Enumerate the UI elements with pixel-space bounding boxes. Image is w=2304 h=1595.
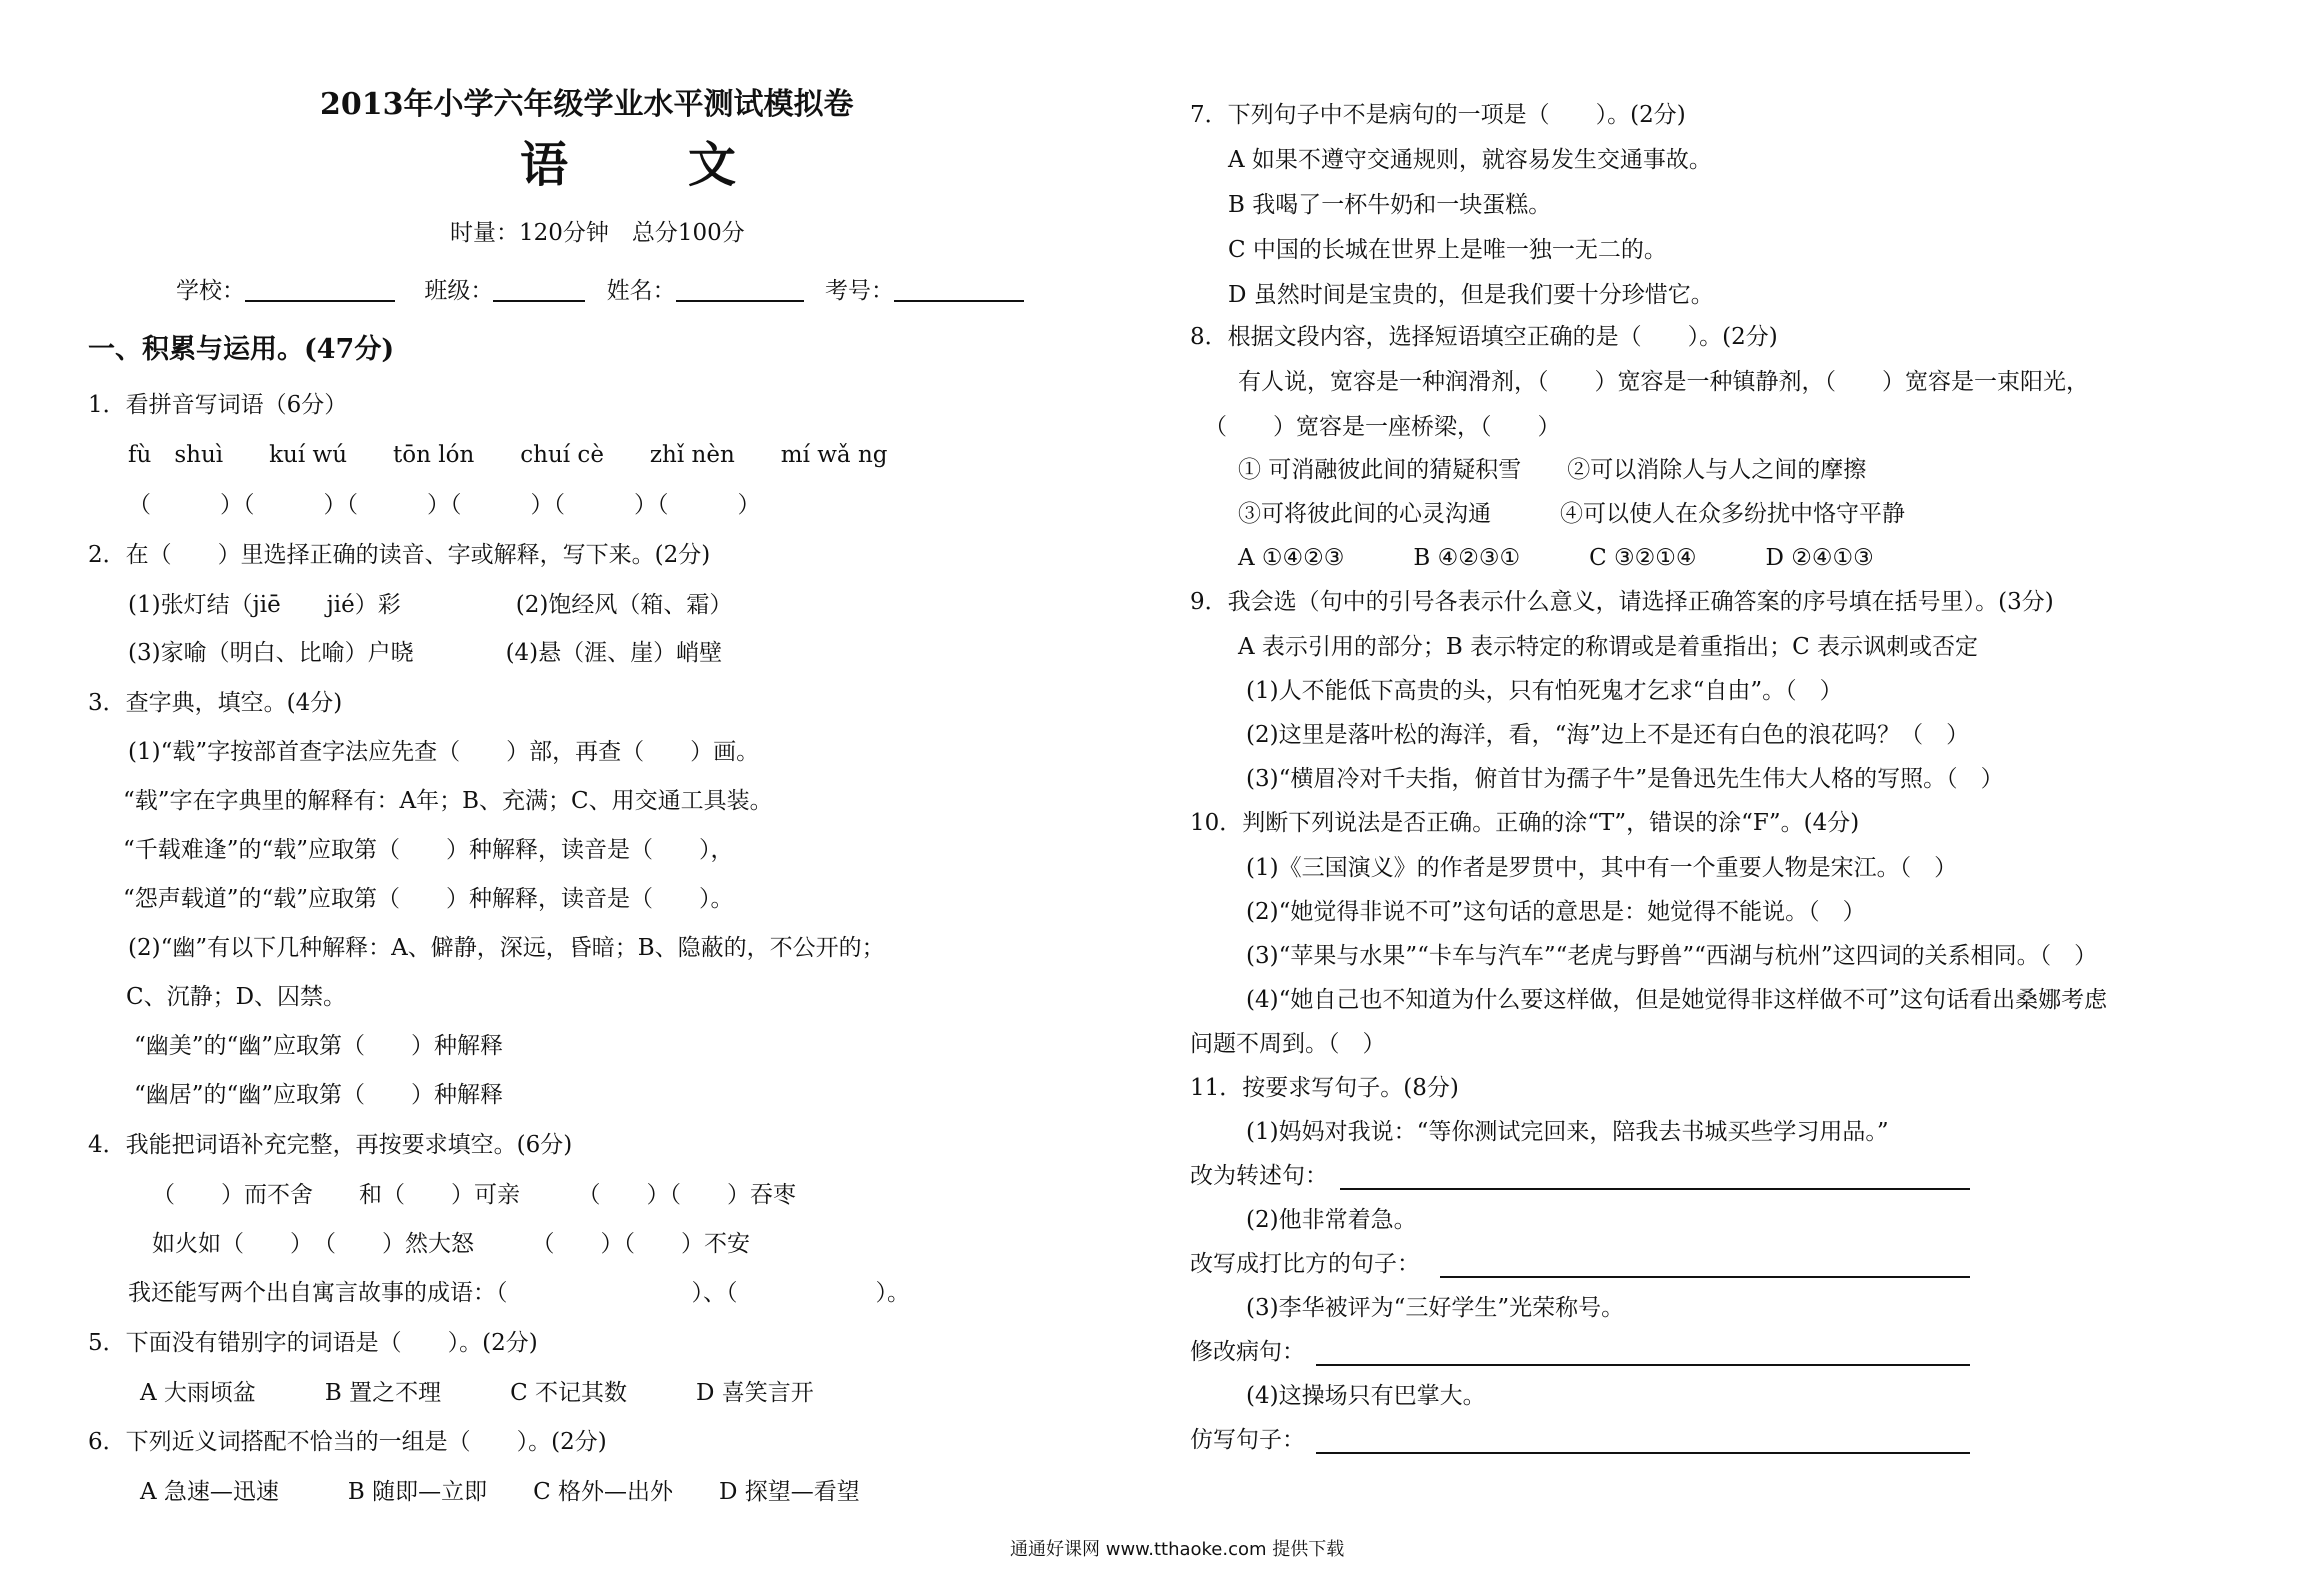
q6-options: A 急速—迅速 B 随即—立即 C 格外—出外 D 探望—看望 — [140, 1479, 860, 1505]
q7-option: A 如果不遵守交通规则，就容易发生交通事故。 — [1228, 147, 1712, 173]
q1-stem: 1．看拼音写词语（6分） — [88, 392, 348, 418]
q11-sentence: (2)他非常着急。 — [1246, 1207, 1417, 1233]
q9-key: A 表示引用的部分；B 表示特定的称谓或是着重指出；C 表示讽刺或否定 — [1238, 634, 1979, 660]
q8-stem: 8．根据文段内容，选择短语填空正确的是（ ）。(2分) — [1190, 324, 1778, 350]
exam-no-label: 考号： — [824, 278, 894, 304]
q10-item: (4)“她自己也不知道为什么要这样做，但是她觉得非这样做不可”这句话看出桑娜考虑 — [1246, 987, 2108, 1013]
q11-sentence: (4)这操场只有巴掌大。 — [1246, 1383, 1486, 1409]
name-label: 姓名： — [606, 278, 676, 304]
q8-passage: （ ）宽容是一座桥梁，（ ） — [1204, 414, 1561, 440]
class-field[interactable] — [493, 276, 585, 302]
footer-text: 通通好课网 www.tthaoke.com 提供下载 — [1010, 1539, 1345, 1560]
q11-answer-label: 改为转述句： — [1190, 1163, 1328, 1189]
q4-row: （ ）而不舍 和（ ）可亲 （ ）（ ）吞枣 — [152, 1182, 796, 1208]
q11-stem: 11．按要求写句子。(8分) — [1190, 1075, 1459, 1101]
q10-item: (3)“苹果与水果”“卡车与汽车”“老虎与野兽”“西湖与杭州”这四词的关系相同。（ ） — [1246, 943, 2098, 969]
q3-line: “怨声载道”的“载”应取第（ ）种解释，读音是（ ）。 — [123, 886, 734, 912]
q5-stem: 5．下面没有错别字的词语是（ ）。(2分) — [88, 1330, 538, 1356]
q10-item: (1)《三国演义》的作者是罗贯中，其中有一个重要人物是宋江。（ ） — [1246, 855, 1958, 881]
q11-answer-label: 仿写句子： — [1190, 1427, 1305, 1453]
q11-sentence: (1)妈妈对我说：“等你测试完回来，陪我去书城买些学习用品。” — [1246, 1119, 1889, 1145]
q8-choice-row: ③可将彼此间的心灵沟通 ④可以使人在众多纷扰中恪守平静 — [1238, 501, 1905, 527]
q4-row: 我还能写两个出自寓言故事的成语：（ ）、（ ）。 — [128, 1280, 910, 1306]
q7-option: C 中国的长城在世界上是唯一独一无二的。 — [1228, 237, 1667, 263]
q8-passage: 有人说，宽容是一种润滑剂，（ ）宽容是一种镇静剂，（ ）宽容是一束阳光， — [1238, 369, 2089, 395]
q11-answer-label: 修改病句： — [1190, 1339, 1305, 1365]
q7-option: D 虽然时间是宝贵的，但是我们要十分珍惜它。 — [1228, 282, 1714, 308]
school-label: 学校： — [176, 278, 245, 304]
q4-row: 如火如（ ） （ ）然大怒 （ ）（ ）不安 — [152, 1231, 750, 1257]
q3-line: “幽居”的“幽”应取第（ ）种解释 — [134, 1082, 504, 1108]
q6-stem: 6．下列近义词搭配不恰当的一组是（ ）。(2分) — [88, 1429, 607, 1455]
q11-sentence: (3)李华被评为“三好学生”光荣称号。 — [1246, 1295, 1625, 1321]
q10-item: (2)“她觉得非说不可”这句话的意思是：她觉得不能说。（ ） — [1246, 899, 1866, 925]
student-info-row — [176, 276, 1024, 306]
answer-line[interactable] — [1316, 1364, 1970, 1366]
subject-title: 语文 — [520, 137, 857, 193]
q10-item: 问题不周到。（ ） — [1190, 1031, 1386, 1057]
q9-item: (1)人不能低下高贵的头，只有怕死鬼才乞求“自由”。（ ） — [1246, 678, 1843, 704]
q1-blanks: （ ）（ ）（ ）（ ）（ ）（ ） — [128, 492, 761, 518]
q7-option: B 我喝了一杯牛奶和一块蛋糕。 — [1228, 192, 1552, 218]
answer-line[interactable] — [1440, 1276, 1970, 1278]
answer-line[interactable] — [1316, 1452, 1970, 1454]
q8-choice-row: ① 可消融彼此间的猜疑积雪 ②可以消除人与人之间的摩擦 — [1238, 457, 1867, 483]
q8-options: A ①④②③ B ④②③① C ③②①④ D ②④①③ — [1238, 545, 1874, 571]
q1-pinyin: fù shuì kuí wú tōn lón chuí cè zhǐ nèn mí wǎ ng — [128, 442, 888, 468]
q2-row: (3)家喻（明白、比喻）户晓 (4)悬（涯、崖）峭壁 — [128, 640, 723, 666]
q3-line: “幽美”的“幽”应取第（ ）种解释 — [134, 1033, 504, 1059]
q2-stem: 2．在（ ）里选择正确的读音、字或解释，写下来。(2分) — [88, 542, 711, 568]
q5-options: A 大雨顷盆 B 置之不理 C 不记其数 D 喜笑言开 — [140, 1380, 814, 1406]
q9-stem: 9．我会选（句中的引号各表示什么意义，请选择正确答案的序号填在括号里）。(3分) — [1190, 589, 2054, 615]
q3-line: (1)“载”字按部首查字法应先查（ ）部，再查（ ）画。 — [128, 739, 760, 765]
q7-stem: 7．下列句子中不是病句的一项是（ ）。(2分) — [1190, 102, 1686, 128]
answer-line[interactable] — [1340, 1188, 1970, 1190]
q3-line: “千载难逢”的“载”应取第（ ）种解释，读音是（ ）， — [123, 837, 734, 863]
q9-item: (3)“横眉冷对千夫指，俯首甘为孺子牛”是鲁迅先生伟大人格的写照。（ ） — [1246, 766, 2004, 792]
q3-line: (2)“幽”有以下几种解释：A、僻静，深远，昏暗；B、隐蔽的，不公开的； — [128, 935, 885, 961]
q4-stem: 4．我能把词语补充完整，再按要求填空。(6分) — [88, 1132, 573, 1158]
name-field[interactable] — [676, 276, 804, 302]
q3-line: C、沉静；D、囚禁。 — [126, 984, 347, 1010]
school-field[interactable] — [245, 276, 395, 302]
class-label: 班级： — [424, 278, 494, 304]
section-heading: 一、积累与运用。(47分) — [88, 334, 395, 365]
q3-stem: 3．查字典，填空。(4分) — [88, 690, 343, 716]
q3-line: “载”字在字典里的解释有：A年；B、充满；C、用交通工具装。 — [123, 788, 773, 814]
exam-no-field[interactable] — [894, 276, 1024, 302]
q11-answer-label: 改写成打比方的句子： — [1190, 1251, 1420, 1277]
time-total: 时量：120分钟 总分100分 — [450, 220, 745, 246]
q10-stem: 10．判断下列说法是否正确。正确的涂“T”，错误的涂“F”。(4分) — [1190, 810, 1860, 836]
q2-row: (1)张灯结（jiē jié）彩 (2)饱经风（箱、霜） — [128, 592, 733, 618]
q9-item: (2)这里是落叶松的海洋，看，“海”边上不是还有白色的浪花吗？（ ） — [1246, 722, 1970, 748]
exam-title: 2013年小学六年级学业水平测试模拟卷 — [320, 87, 854, 122]
